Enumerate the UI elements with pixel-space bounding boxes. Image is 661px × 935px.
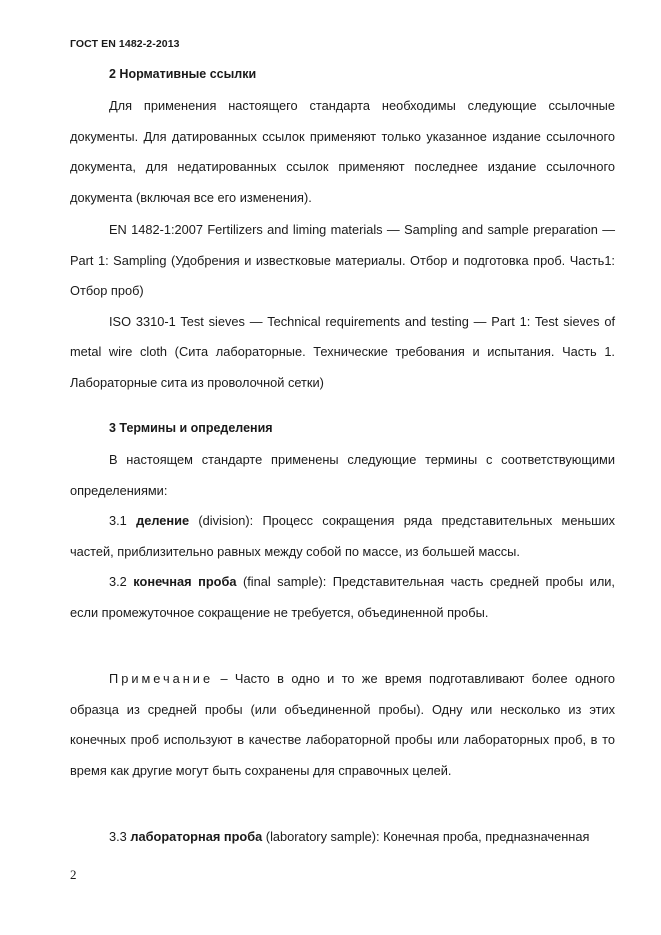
term-name: конечная проба xyxy=(133,574,237,589)
term-3-3 xyxy=(70,822,615,853)
document-header: ГОСТ EN 1482-2-2013 xyxy=(70,38,180,50)
reference-iso-3310-1: ISO 3310-1 Test sieves — Technical requirements and testing — Part 1: Test sieves of metal wire cloth (Сита лабораторные. Технические требования и испытания. Часть 1. Лабораторные сита из проволочной сетки) xyxy=(70,313,615,390)
term-3-1 xyxy=(70,506,615,567)
term-number: 3.2 xyxy=(109,574,134,589)
term-name: деление xyxy=(136,513,190,528)
term-number: 3.1 xyxy=(109,513,137,528)
term-3-2 xyxy=(70,567,615,628)
term-number: 3.3 xyxy=(109,829,131,844)
section-2-intro: Для применения настоящего стандарта необходимы следующие ссылочные документы. Для датированных ссылок применяют только указанное издание ссылочного документа, для недатированных ссылок применяют последнее издание ссылочного документа (включая все его изменения). xyxy=(70,98,615,205)
section-2-heading: 2 Нормативные ссылки xyxy=(109,67,257,81)
section-3-heading: 3 Термины и определения xyxy=(109,421,273,435)
term-definition: (final sample): Представительная часть средней пробы или, если промежуточное сокращение не требуется, объединенной пробы. xyxy=(70,574,615,620)
term-name: лабораторная проба xyxy=(130,829,263,844)
document-body xyxy=(70,62,615,853)
note xyxy=(70,664,615,786)
page-number: 2 xyxy=(70,867,77,882)
reference-en-1482-1: EN 1482-1:2007 Fertilizers and liming materials — Sampling and sample preparation — Part 1: Sampling (Удобрения и известковые материалы. Отбор и подготовка проб. Часть1: Отбор проб) xyxy=(70,222,615,298)
note-text: – Часто в одно и то же время подготавливают более одного образца из средней пробы (или объединенной пробы). Одну или несколько из этих конечных проб используют в качестве лабораторной пробы или лабораторных проб, в то время как другие могут быть сохранены для справочных целей. xyxy=(70,671,615,778)
term-definition: (division): Процесс сокращения ряда представительных меньших частей, приблизительно равных между собой по массе, из большей массы. xyxy=(70,513,615,559)
note-label: Примечание xyxy=(109,671,214,686)
section-3-intro: В настоящем стандарте применены следующие термины с соответствующими определениями: xyxy=(70,452,615,498)
term-definition: (laboratory sample): Конечная проба, предназначенная xyxy=(262,829,590,844)
